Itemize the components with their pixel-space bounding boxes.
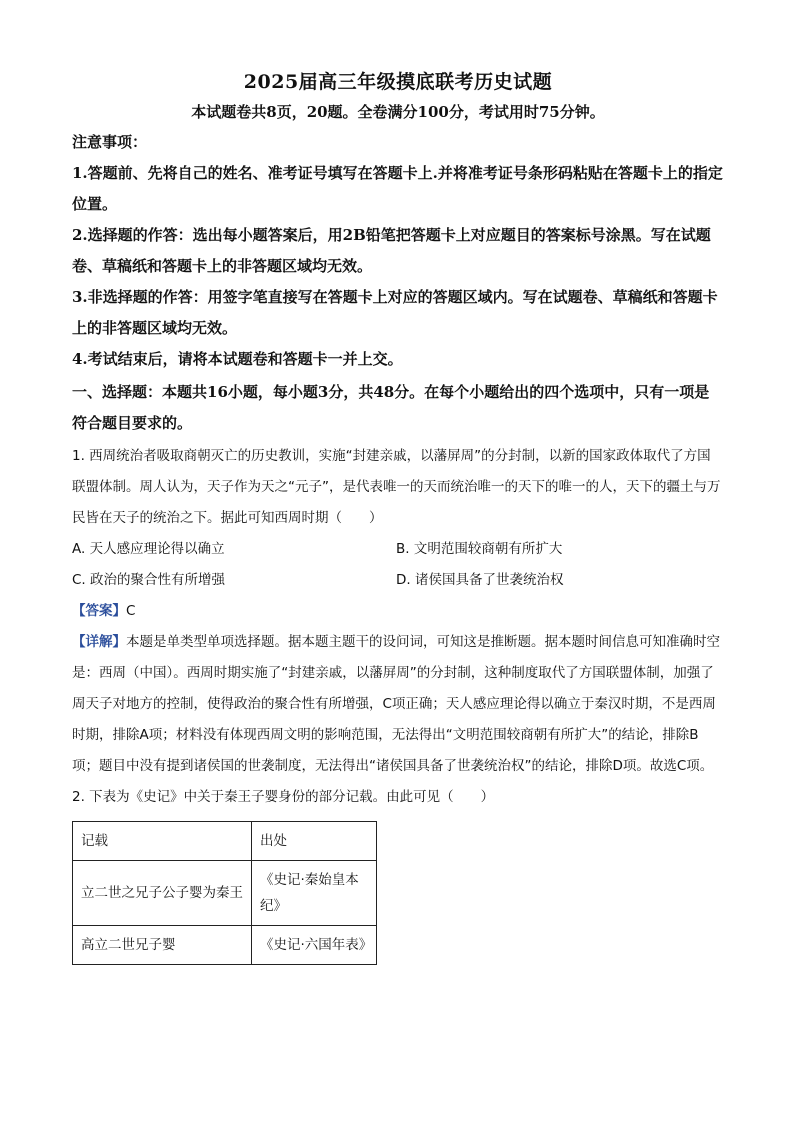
question-1-stem: 1. 西周统治者吸取商朝灭亡的历史教训，实施“封建亲戚，以藩屏周”的分封制，以新的国家政体取代了方国联盟体制。周人认为，天子作为天之“元子”，是代表唯一的天而统治唯一的天下的唯一的人，天下的疆土与万民皆在天子的统治之下。据此可知西周时期（ ） (72, 448, 721, 526)
table-row (73, 861, 377, 926)
detail-text: 本题是单类型单项选择题。据本题主题干的设问词，可知这是推断题。据本题时间信息可知准确时空是：西周（中国）。西周时期实施了“封建亲戚，以藩屏周”的分封制，这种制度取代了方国联盟体制，加强了周天子对地方的控制，使得政治的聚合性有所增强，C项正确；天人感应理论得以确立于秦汉时期，不是西周时期，排除A项；材料没有体现西周文明的影响范围，无法得出“文明范围较商朝有所扩大”的结论，排除B项；题目中没有提到诸侯国的世袭制度，无法得出“诸侯国具备了世袭统治权”的结论，排除D项。故选C项。 (72, 634, 720, 774)
notes-section (72, 127, 724, 375)
note-item-1: 1.答题前、先将自己的姓名、准考证号填写在答题卡上.并将准考证号条形码粘贴在答题卡上的指定位置。 (72, 164, 723, 213)
detail-label: 【详解】 (72, 634, 126, 650)
table-cell: 高立二世兄子婴 (73, 926, 252, 965)
section-one-heading: 一、选择题：本题共16小题，每小题3分，共48分。在每个小题给出的四个选项中，只有一项是符合题目要求的。 (72, 383, 710, 432)
exam-title: 2025届高三年级摸底联考历史试题 (243, 71, 553, 93)
detail-paragraph (72, 627, 724, 782)
question-1-options (72, 534, 724, 596)
exam-subtitle: 本试题卷共8页，20题。全卷满分100分，考试用时75分钟。 (191, 103, 605, 121)
table-header-cell: 记载 (73, 822, 252, 861)
table-cell: 《史记·六国年表》 (252, 926, 377, 965)
table-row (73, 926, 377, 965)
records-table (72, 821, 377, 965)
table-header-row (73, 822, 377, 861)
question-2-stem: 2. 下表为《史记》中关于秦王子婴身份的部分记载。由此可见（ ） (72, 789, 495, 805)
notes-heading: 注意事项： (72, 133, 148, 151)
table-cell: 《史记·秦始皇本纪》 (252, 861, 377, 926)
note-item-2: 2.选择题的作答：选出每小题答案后，用2B铅笔把答题卡上对应题目的答案标号涂黑。写在试题卷、草稿纸和答题卡上的非答题区域均无效。 (72, 226, 711, 275)
answer-label: 【答案】 (72, 603, 126, 619)
answer-line (72, 596, 724, 627)
option-b: B. 文明范围较商朝有所扩大 (396, 541, 563, 557)
note-item-3: 3.非选择题的作答：用签字笔直接写在答题卡上对应的答题区域内。写在试题卷、草稿纸和答题卡上的非答题区域均无效。 (72, 288, 718, 337)
question-1 (72, 441, 724, 782)
option-c: C. 政治的聚合性有所增强 (72, 572, 226, 588)
question-2 (72, 782, 724, 965)
note-item-4: 4.考试结束后，请将本试题卷和答题卡一并上交。 (72, 350, 403, 368)
option-d: D. 诸侯国具备了世袭统治权 (396, 572, 564, 588)
table-cell: 立二世之兄子公子婴为秦王 (73, 861, 252, 926)
table-header-cell: 出处 (252, 822, 377, 861)
answer-value: C (126, 603, 136, 619)
option-a: A. 天人感应理论得以确立 (72, 541, 225, 557)
